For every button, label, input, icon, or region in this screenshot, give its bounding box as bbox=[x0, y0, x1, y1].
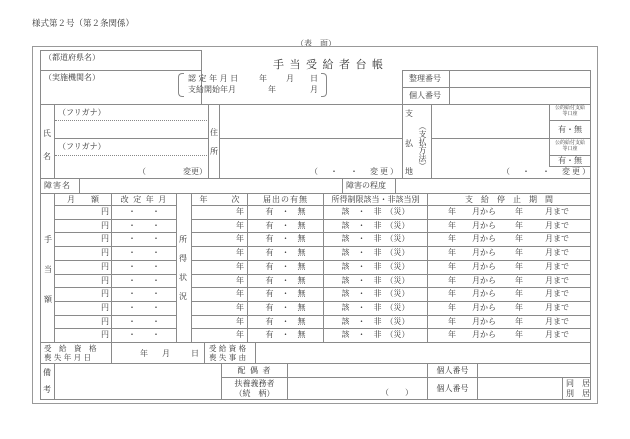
row-6-revision-date[interactable]: ・ ・ bbox=[128, 276, 160, 285]
row-8-year-unit: 年 bbox=[236, 303, 244, 312]
row-7-to-month: 月まで bbox=[545, 289, 569, 298]
row-3-from-month: 月から bbox=[472, 234, 496, 243]
row-10-to-month: 月まで bbox=[545, 330, 569, 339]
row-1-amount-unit: 円 bbox=[101, 207, 109, 216]
row-9-amount-field[interactable] bbox=[56, 316, 100, 328]
supporter-personal-no-field[interactable] bbox=[479, 379, 549, 398]
disability-name-label: 障害名 bbox=[44, 181, 71, 190]
certified-date-label: 認 定 年 月 日 bbox=[188, 74, 239, 83]
row-7-filing-toggle[interactable]: 有 ・ 無 bbox=[265, 289, 306, 298]
row-7-year-unit: 年 bbox=[236, 289, 244, 298]
row-2-year-unit: 年 bbox=[236, 221, 244, 230]
payment-start-label: 支給開始年月 bbox=[188, 85, 236, 94]
row-7-income-limit-toggle[interactable]: 該 ・ 非 （災） bbox=[341, 289, 410, 298]
supporter-label: 扶養義務者 bbox=[234, 379, 275, 388]
disability-degree-label: 障害の程度 bbox=[346, 181, 386, 190]
row-5-amount-field[interactable] bbox=[56, 261, 100, 273]
name-label-top: 氏 bbox=[43, 129, 51, 138]
row-2-from-month: 月から bbox=[472, 221, 496, 230]
row-3-amount-field[interactable] bbox=[56, 233, 100, 245]
row-4-from-month: 月から bbox=[472, 248, 496, 257]
row-6-year-unit: 年 bbox=[236, 276, 244, 285]
loss-year-unit: 年 bbox=[140, 349, 148, 358]
row-3-to-month: 月まで bbox=[545, 234, 569, 243]
row-2-amount-field[interactable] bbox=[56, 220, 100, 232]
row-10-year-unit: 年 bbox=[236, 330, 244, 339]
row-8-revision-date[interactable]: ・ ・ bbox=[128, 303, 160, 312]
row-4-income-limit-toggle[interactable]: 該 ・ 非 （災） bbox=[341, 248, 410, 257]
row-10-to-year: 年 bbox=[515, 330, 523, 339]
row-7-amount-unit: 円 bbox=[101, 289, 109, 298]
row-3-from-year: 年 bbox=[448, 234, 456, 243]
public-account-yes-no-2[interactable]: 有・無 bbox=[558, 156, 582, 165]
header-year: 年 次 bbox=[199, 195, 240, 204]
row-1-from-month: 月から bbox=[472, 207, 496, 216]
row-5-year-unit: 年 bbox=[236, 262, 244, 271]
row-5-amount-unit: 円 bbox=[101, 262, 109, 271]
row-8-to-month: 月まで bbox=[545, 303, 569, 312]
remarks-field[interactable] bbox=[56, 365, 220, 398]
row-10-amount-unit: 円 bbox=[101, 330, 109, 339]
row-3-to-year: 年 bbox=[515, 234, 523, 243]
row-1-amount-field[interactable] bbox=[56, 206, 100, 218]
cohabit-option[interactable]: 同 居 bbox=[566, 379, 590, 388]
row-1-income-limit-toggle[interactable]: 該 ・ 非 （災） bbox=[341, 207, 410, 216]
row-2-amount-unit: 円 bbox=[101, 221, 109, 230]
separate-option[interactable]: 別 居 bbox=[566, 389, 590, 398]
row-7-to-year: 年 bbox=[515, 289, 523, 298]
row-1-filing-toggle[interactable]: 有 ・ 無 bbox=[265, 207, 306, 216]
income-label-2: 得 bbox=[179, 254, 187, 263]
row-4-to-year: 年 bbox=[515, 248, 523, 257]
disability-degree-field[interactable] bbox=[397, 180, 589, 192]
row-8-amount-field[interactable] bbox=[56, 302, 100, 314]
side-label: （表 面） bbox=[296, 39, 336, 48]
row-2-to-year: 年 bbox=[515, 221, 523, 230]
address-label-bottom: 所 bbox=[210, 147, 218, 156]
address-label-top: 住 bbox=[210, 128, 218, 137]
row-1-from-year: 年 bbox=[448, 207, 456, 216]
row-7-amount-field[interactable] bbox=[56, 288, 100, 300]
loss-reason-label-2: 喪 失 事 由 bbox=[209, 353, 247, 362]
row-8-from-year: 年 bbox=[448, 303, 456, 312]
row-10-from-month: 月から bbox=[472, 330, 496, 339]
public-account-label-1: 公的給付支給 等口座 bbox=[554, 105, 585, 117]
row-6-from-year: 年 bbox=[448, 276, 456, 285]
row-7-revision-date[interactable]: ・ ・ bbox=[128, 289, 160, 298]
furigana-label-2: （フリガナ） bbox=[58, 142, 106, 151]
personal-no-label: 個人番号 bbox=[409, 91, 441, 100]
row-4-filing-toggle[interactable]: 有 ・ 無 bbox=[265, 248, 306, 257]
reference-no-field[interactable] bbox=[451, 72, 589, 86]
form-number: 様式第２号（第２条関係） bbox=[32, 19, 135, 29]
row-9-amount-unit: 円 bbox=[101, 317, 109, 326]
reference-no-label: 整理番号 bbox=[409, 74, 441, 83]
row-2-filing-toggle[interactable]: 有 ・ 無 bbox=[265, 221, 306, 230]
row-10-income-limit-toggle[interactable]: 該 ・ 非 （災） bbox=[341, 330, 410, 339]
payment-label-1: 支 bbox=[405, 109, 413, 118]
allowance-label-2: 当 bbox=[44, 265, 52, 274]
prefecture-label: （都道府県名） bbox=[44, 53, 100, 62]
header-income-limit: 所得制限該当・非該当別 bbox=[331, 195, 420, 204]
row-8-filing-toggle[interactable]: 有 ・ 無 bbox=[265, 303, 306, 312]
row-10-revision-date[interactable]: ・ ・ bbox=[128, 330, 160, 339]
header-monthly-amount: 月 額 bbox=[67, 195, 99, 204]
address-change-text: （ ・ ・ 変更） bbox=[310, 167, 400, 176]
row-6-amount-unit: 円 bbox=[101, 276, 109, 285]
certified-year-unit: 年 bbox=[259, 74, 267, 83]
disability-name-field[interactable] bbox=[81, 180, 341, 192]
row-2-income-limit-toggle[interactable]: 該 ・ 非 （災） bbox=[341, 221, 410, 230]
page-title: 手 当 受 給 者 台 帳 bbox=[273, 58, 384, 71]
address-field-2[interactable] bbox=[221, 140, 401, 165]
row-5-to-month: 月まで bbox=[545, 262, 569, 271]
header-suspension: 支 給 停 止 期 間 bbox=[465, 195, 553, 204]
row-5-to-year: 年 bbox=[515, 262, 523, 271]
furigana-label-1: （フリガナ） bbox=[58, 108, 106, 117]
bracket-right bbox=[321, 73, 327, 97]
row-9-to-year: 年 bbox=[515, 317, 523, 326]
row-2-to-month: 月まで bbox=[545, 221, 569, 230]
start-year-unit: 年 bbox=[268, 85, 276, 94]
row-10-filing-toggle[interactable]: 有 ・ 無 bbox=[265, 330, 306, 339]
certified-month-unit: 月 bbox=[286, 74, 294, 83]
certified-day-unit: 日 bbox=[310, 74, 318, 83]
row-10-from-year: 年 bbox=[448, 330, 456, 339]
remarks-label-top: 備 bbox=[43, 368, 51, 377]
row-4-revision-date[interactable]: ・ ・ bbox=[128, 248, 160, 257]
name-change-label: 変更） bbox=[183, 167, 207, 176]
row-9-revision-date[interactable]: ・ ・ bbox=[128, 317, 160, 326]
row-6-from-month: 月から bbox=[472, 276, 496, 285]
row-2-from-year: 年 bbox=[448, 221, 456, 230]
header-revision-date: 改 定 年 月 bbox=[120, 195, 168, 204]
row-1-to-month: 月まで bbox=[545, 207, 569, 216]
income-label-4: 況 bbox=[179, 292, 187, 301]
row-9-from-year: 年 bbox=[448, 317, 456, 326]
row-4-from-year: 年 bbox=[448, 248, 456, 257]
name-field-1[interactable] bbox=[58, 122, 206, 137]
payment-field-1[interactable] bbox=[433, 106, 547, 137]
row-9-from-month: 月から bbox=[472, 317, 496, 326]
row-6-income-limit-toggle[interactable]: 該 ・ 非 （災） bbox=[341, 276, 410, 285]
allowance-label-1: 手 bbox=[44, 235, 52, 244]
row-5-revision-date[interactable]: ・ ・ bbox=[128, 262, 160, 271]
name-change-open: （ bbox=[138, 167, 146, 176]
row-6-to-year: 年 bbox=[515, 276, 523, 285]
row-1-revision-date[interactable]: ・ ・ bbox=[128, 207, 160, 216]
spouse-name-field[interactable] bbox=[289, 365, 425, 376]
agency-label: （実施機関名） bbox=[44, 73, 100, 82]
public-account-yes-no-1[interactable]: 有・無 bbox=[558, 125, 582, 134]
row-9-filing-toggle[interactable]: 有 ・ 無 bbox=[265, 317, 306, 326]
relation-paren: （ ） bbox=[381, 388, 413, 397]
row-6-to-month: 月まで bbox=[545, 276, 569, 285]
income-label-3: 状 bbox=[179, 273, 187, 282]
remarks-label-bottom: 考 bbox=[43, 385, 51, 394]
row-10-amount-field[interactable] bbox=[56, 329, 100, 341]
allowance-label-3: 額 bbox=[44, 295, 52, 304]
payment-label-3: 地 bbox=[405, 167, 413, 176]
row-5-from-year: 年 bbox=[448, 262, 456, 271]
row-3-revision-date[interactable]: ・ ・ bbox=[128, 234, 160, 243]
loss-reason-label-1: 受 給 資 格 bbox=[209, 344, 247, 353]
row-3-amount-unit: 円 bbox=[101, 234, 109, 243]
loss-date-label-1: 受 給 資 格 bbox=[44, 344, 97, 353]
row-1-to-year: 年 bbox=[515, 207, 523, 216]
row-9-income-limit-toggle[interactable]: 該 ・ 非 （災） bbox=[341, 317, 410, 326]
loss-date-label-2: 喪 失 年 月 日 bbox=[44, 353, 92, 362]
relation-label: （続 柄） bbox=[234, 389, 275, 398]
row-8-amount-unit: 円 bbox=[101, 303, 109, 312]
row-5-filing-toggle[interactable]: 有 ・ 無 bbox=[265, 262, 306, 271]
income-label-1: 所 bbox=[179, 235, 187, 244]
row-4-to-month: 月まで bbox=[545, 248, 569, 257]
name-field-2[interactable] bbox=[58, 157, 206, 167]
public-account-label-2: 公的給付支給 等口座 bbox=[554, 140, 585, 152]
row-7-from-month: 月から bbox=[472, 289, 496, 298]
loss-reason-field[interactable] bbox=[257, 344, 589, 362]
row-9-year-unit: 年 bbox=[236, 317, 244, 326]
row-8-from-month: 月から bbox=[472, 303, 496, 312]
start-month-unit: 月 bbox=[310, 85, 318, 94]
row-5-from-month: 月から bbox=[472, 262, 496, 271]
row-3-income-limit-toggle[interactable]: 該 ・ 非 （災） bbox=[341, 234, 410, 243]
payment-method-label: （支払方法） bbox=[418, 122, 427, 170]
row-8-to-year: 年 bbox=[515, 303, 523, 312]
payment-field-2[interactable] bbox=[433, 140, 547, 165]
row-3-year-unit: 年 bbox=[236, 234, 244, 243]
name-label-bottom: 名 bbox=[43, 152, 51, 161]
row-6-filing-toggle[interactable]: 有 ・ 無 bbox=[265, 276, 306, 285]
row-1-year-unit: 年 bbox=[236, 207, 244, 216]
row-8-income-limit-toggle[interactable]: 該 ・ 非 （災） bbox=[341, 303, 410, 312]
row-4-year-unit: 年 bbox=[236, 248, 244, 257]
loss-day-unit: 日 bbox=[191, 349, 199, 358]
row-5-income-limit-toggle[interactable]: 該 ・ 非 （災） bbox=[341, 262, 410, 271]
spouse-personal-no-field[interactable] bbox=[479, 365, 589, 376]
row-4-amount-field[interactable] bbox=[56, 247, 100, 259]
supporter-personal-no-label: 個人番号 bbox=[436, 384, 469, 393]
loss-month-unit: 月 bbox=[162, 349, 170, 358]
spouse-personal-no-label: 個人番号 bbox=[436, 366, 469, 375]
row-3-filing-toggle[interactable]: 有 ・ 無 bbox=[265, 234, 306, 243]
row-9-to-month: 月まで bbox=[545, 317, 569, 326]
spouse-label: 配 偶 者 bbox=[237, 366, 272, 375]
personal-no-field[interactable] bbox=[451, 89, 589, 103]
row-2-revision-date[interactable]: ・ ・ bbox=[128, 221, 160, 230]
payment-change-text: （ ・ ・ 変更） bbox=[502, 167, 592, 176]
address-field-1[interactable] bbox=[221, 106, 401, 137]
row-6-amount-field[interactable] bbox=[56, 275, 100, 287]
row-4-amount-unit: 円 bbox=[101, 248, 109, 257]
bracket-left bbox=[178, 73, 184, 97]
header-filing: 届出の有無 bbox=[263, 195, 308, 204]
payment-label-2: 払 bbox=[405, 139, 413, 148]
row-7-from-year: 年 bbox=[448, 289, 456, 298]
